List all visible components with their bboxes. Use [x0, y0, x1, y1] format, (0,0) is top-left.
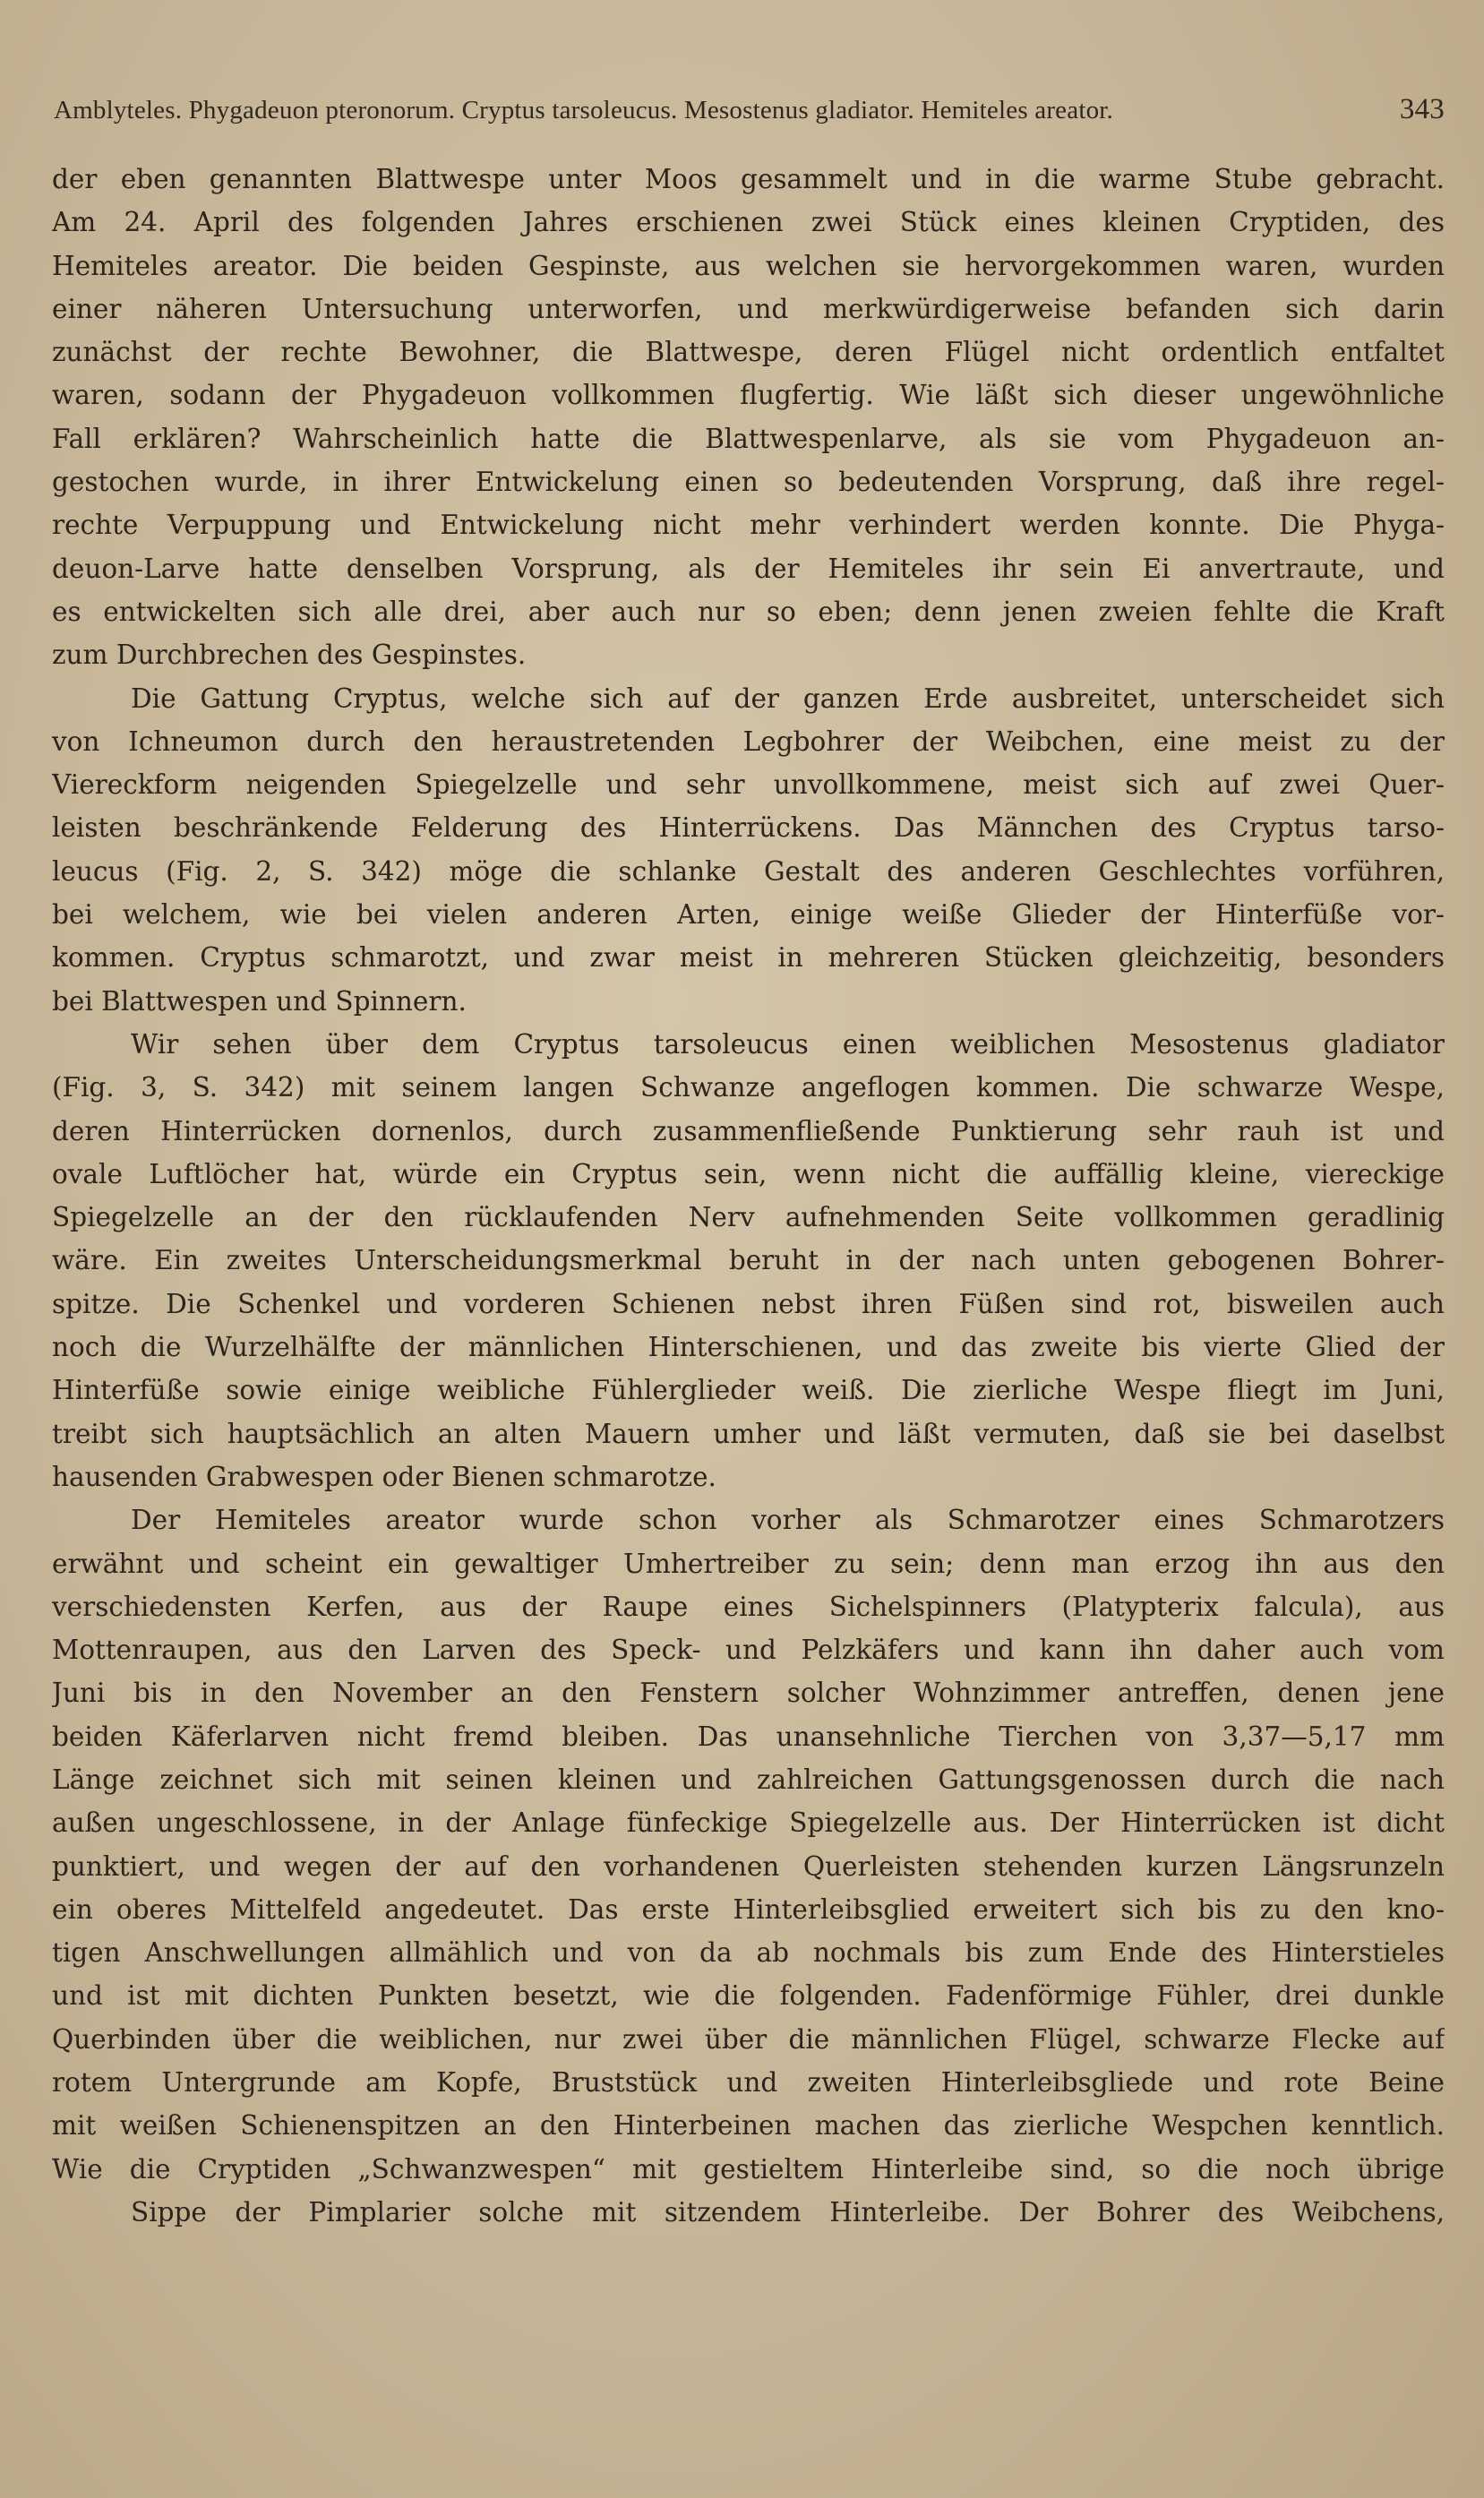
text-line: deuon-Larve hatte denselben Vorsprung, als der Hemiteles ihr sein Ei anvertraute, und [52, 553, 1445, 584]
text-line: deren Hinterrücken dornenlos, durch zusammenfließende Punktierung sehr rauh ist und [52, 1115, 1445, 1146]
text-line: leisten beschränkende Felderung des Hinterrückens. Das Männchen des Cryptus tarso- [52, 812, 1445, 844]
text-line: Länge zeichnet sich mit seinen kleinen und zahlreichen Gattungsgenossen durch die nach [52, 1764, 1445, 1795]
text-line: wäre. Ein zweites Unterscheidungsmerkmal beruht in der nach unten gebogenen Bohrer- [52, 1245, 1445, 1276]
text-line: ovale Luftlöcher hat, würde ein Cryptus sein, wenn nicht die auffällig kleine, viereckige [52, 1158, 1445, 1189]
text-line: Spiegelzelle an der den rücklaufenden Nerv aufnehmenden Seite vollkommen geradlinig [52, 1202, 1445, 1233]
text-line: noch die Wurzelhälfte der männlichen Hinterschienen, und das zweite bis vierte Glied der [52, 1332, 1445, 1363]
text-line: hausenden Grabwespen oder Bienen schmarotze. [52, 1461, 716, 1492]
text-line: (Fig. 3, S. 342) mit seinem langen Schwanze angeflogen kommen. Die schwarze Wespe, [52, 1072, 1445, 1103]
running-head [54, 93, 1445, 126]
text-line: rotem Untergrunde am Kopfe, Bruststück und zweiten Hinterleibsgliede und rote Beine [52, 2067, 1445, 2099]
text-line: Wie die Cryptiden „Schwanzwespen“ mit gestieltem Hinterleibe sind, so die noch übrige [52, 2153, 1445, 2185]
text-line: Fall erklären? Wahrscheinlich hatte die Blattwespenlarve, als sie vom Phygadeuon an- [52, 423, 1445, 454]
book-page [52, 0, 1445, 2498]
text-line: Mottenraupen, aus den Larven des Speck- und Pelzkäfers und kann ihn daher auch vom [52, 1635, 1445, 1666]
text-line: es entwickelten sich alle drei, aber auch nur so eben; denn jenen zweien fehlte die Kraft [52, 596, 1445, 627]
text-line: tigen Anschwellungen allmählich und von da ab nochmals bis zum Ende des Hinterstieles [52, 1937, 1445, 1969]
text-line: der eben genannten Blattwespe unter Moos gesammelt und in die warme Stube gebracht. [52, 164, 1445, 194]
text-line: außen ungeschlossene, in der Anlage fünfeckige Spiegelzelle aus. Der Hinterrücken ist dicht [52, 1807, 1445, 1839]
text-line: ein oberes Mittelfeld angedeutet. Das erste Hinterleibsglied erweitert sich bis zu den kno- [52, 1893, 1445, 1925]
text-line: bei Blattwespen und Spinnern. [52, 985, 467, 1017]
body-text [52, 158, 1445, 2278]
paragraph-first-line: Die Gattung Cryptus, welche sich auf der ganzen Erde ausbreitet, unterscheidet sich [131, 682, 1445, 714]
text-line: und ist mit dichten Punkten besetzt, wie die folgenden. Fadenförmige Fühler, drei dunkle [52, 1980, 1445, 2012]
text-line: punktiert, und wegen der auf den vorhandenen Querleisten stehenden kurzen Längsrunzeln [52, 1850, 1445, 1882]
text-line: gestochen wurde, in ihrer Entwickelung einen so bedeutenden Vorsprung, daß ihre regel- [52, 467, 1445, 498]
text-line: von Ichneumon durch den heraustretenden Legbohrer der Weibchen, eine meist zu der [52, 725, 1445, 757]
text-line: zunächst der rechte Bewohner, die Blattwespe, deren Flügel nicht ordentlich entfaltet [52, 337, 1445, 368]
text-line: Hemiteles areator. Die beiden Gespinste, aus welchen sie hervorgekommen waren, wurden [52, 250, 1445, 281]
text-line: einer näheren Untersuchung unterworfen, und merkwürdigerweise befanden sich darin [52, 293, 1445, 324]
text-line: Querbinden über die weiblichen, nur zwei über die männlichen Flügel, schwarze Flecke auf [52, 2023, 1445, 2055]
text-line: Juni bis in den November an den Fenstern solcher Wohnzimmer antreffen, denen jene [52, 1678, 1445, 1709]
paragraph-first-line: Wir sehen über dem Cryptus tarsoleucus einen weiblichen Mesostenus gladiator [131, 1028, 1445, 1060]
text-line: Hinterfüße sowie einige weibliche Fühlerglieder weiß. Die zierliche Wespe fliegt im Juni, [52, 1375, 1445, 1406]
paragraph-first-line: Der Hemiteles areator wurde schon vorher als Schmarotzer eines Schmarotzers [131, 1505, 1445, 1536]
text-line: Viereckform neigenden Spiegelzelle und sehr unvollkommene, meist sich auf zwei Quer- [52, 769, 1445, 801]
text-line: waren, sodann der Phygadeuon vollkommen flugfertig. Wie läßt sich dieser ungewöhnliche [52, 380, 1445, 411]
text-line: verschiedensten Kerfen, aus der Raupe eines Sichelspinners (Platypterix falcula), aus [52, 1591, 1445, 1622]
text-line: rechte Verpuppung und Entwickelung nicht mehr verhindert werden konnte. Die Phyga- [52, 510, 1445, 541]
text-line: bei welchem, wie bei vielen anderen Arten, einige weiße Glieder der Hinterfüße vor- [52, 899, 1445, 931]
running-head-title: Amblyteles. Phygadeuon pteronorum. Cryptus tarsoleucus. Mesostenus gladiator. Hemiteles areator. [54, 96, 1113, 124]
text-line: kommen. Cryptus schmarotzt, und zwar meist in mehreren Stücken gleichzeitig, besonders [52, 942, 1445, 974]
text-line: Am 24. April des folgenden Jahres erschienen zwei Stück eines kleinen Cryptiden, des [52, 207, 1445, 238]
page-number: 343 [1399, 93, 1445, 125]
text-line: mit weißen Schienenspitzen an den Hinterbeinen machen das zierliche Wespchen kenntlich. [52, 2110, 1445, 2142]
paragraph-first-line: Sippe der Pimplarier solche mit sitzendem Hinterleibe. Der Bohrer des Weibchens, [131, 2196, 1445, 2228]
text-line: zum Durchbrechen des Gespinstes. [52, 640, 527, 671]
text-line: erwähnt und scheint ein gewaltiger Umhertreiber zu sein; denn man erzog ihn aus den [52, 1548, 1445, 1579]
text-line: beiden Käferlarven nicht fremd bleiben. Das unansehnliche Tierchen von 3,37—5,17 mm [52, 1721, 1445, 1752]
text-line: leucus (Fig. 2, S. 342) möge die schlanke Gestalt des anderen Geschlechtes vorführen, [52, 855, 1445, 887]
text-line [52, 2234, 1445, 2277]
text-line: spitze. Die Schenkel und vorderen Schienen nebst ihren Füßen sind rot, bisweilen auch [52, 1288, 1445, 1319]
text-line: treibt sich hauptsächlich an alten Mauern umher und läßt vermuten, daß sie bei daselbst [52, 1418, 1445, 1449]
